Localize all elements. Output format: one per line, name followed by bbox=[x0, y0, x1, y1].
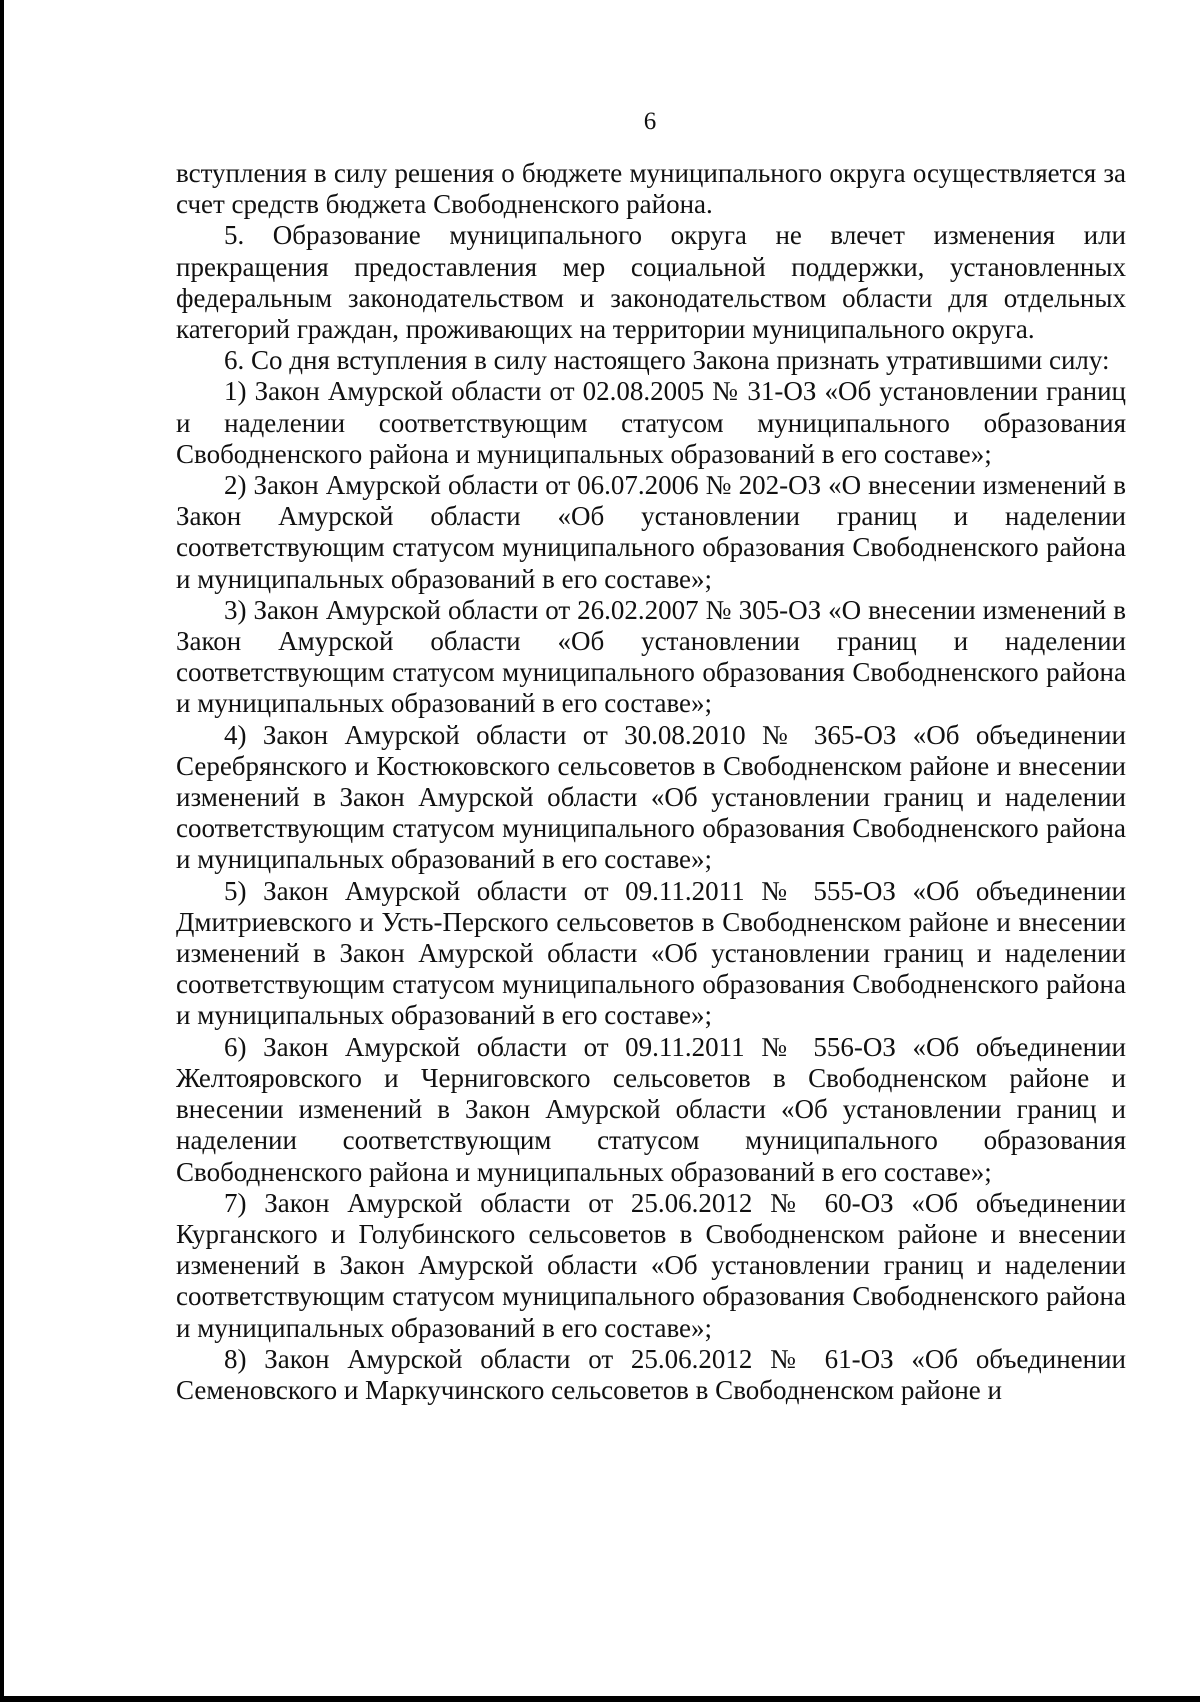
list-item-law-1: 1) Закон Амурской области от 02.08.2005 № 31-ОЗ «Об установлении границ и наделении соответствующим статусом муниципального образования Свободненского района и муниципальных образований в его составе»; bbox=[176, 376, 1126, 469]
list-item-law-6: 6) Закон Амурской области от 09.11.2011 № 556-ОЗ «Об объединении Желтояровского и Черниговского сельсоветов в Свободненском районе и внесении изменений в Закон Амурской области «Об установлении границ и наделении соответствующим статусом муниципального образования Свободненского района и муниципальных образований в его составе»; bbox=[176, 1031, 1126, 1187]
list-item-law-2: 2) Закон Амурской области от 06.07.2006 № 202-ОЗ «О внесении изменений в Закон Амурской области «Об установлении границ и наделении соответствующим статусом муниципального образования Свободненского района и муниципальных образований в его составе»; bbox=[176, 470, 1126, 594]
scan-border-left bbox=[0, 0, 4, 1702]
list-item-law-7: 7) Закон Амурской области от 25.06.2012 № 60-ОЗ «Об объединении Курганского и Голубинского сельсоветов в Свободненском районе и внесении изменений в Закон Амурской области «Об установлении границ и наделении соответствующим статусом муниципального образования Свободненского района и муниципальных образований в его составе»; bbox=[176, 1187, 1126, 1343]
list-item-law-3: 3) Закон Амурской области от 26.02.2007 № 305-ОЗ «О внесении изменений в Закон Амурской области «Об установлении границ и наделении соответствующим статусом муниципального образования Свободненского района и муниципальных образований в его составе»; bbox=[176, 594, 1126, 719]
list-item-law-8: 8) Закон Амурской области от 25.06.2012 № 61-ОЗ «Об объединении Семеновского и Маркучинского сельсоветов в Свободненском районе и bbox=[176, 1343, 1126, 1405]
page-number: 6 bbox=[643, 108, 657, 135]
paragraph-item-6: 6. Со дня вступления в силу настоящего Закона признать утратившими силу: bbox=[224, 345, 1110, 376]
paragraph-item-5: 5. Образование муниципального округа не влечет изменения или прекращения предоставления мер социальной поддержки, установленных федеральным законодательством и законодательством области для отдельных категорий граждан, проживающих на территории муниципального округа. bbox=[176, 220, 1126, 345]
document-body bbox=[176, 158, 1126, 1406]
paragraph-continuation: вступления в силу решения о бюджете муниципального округа осуществляется за счет средств бюджета Свободненского района. bbox=[176, 158, 1126, 220]
list-item-law-5: 5) Закон Амурской области от 09.11.2011 № 555-ОЗ «Об объединении Дмитриевского и Усть-Перского сельсоветов в Свободненском районе и внесении изменений в Закон Амурской области «Об установлении границ и наделении соответствующим статусом муниципального образования Свободненского района и муниципальных образований в его составе»; bbox=[176, 875, 1126, 1031]
list-item-law-4: 4) Закон Амурской области от 30.08.2010 № 365-ОЗ «Об объединении Серебрянского и Костюковского сельсоветов в Свободненском районе и внесении изменений в Закон Амурской области «Об установлении границ и наделении соответствующим статусом муниципального образования Свободненского района и муниципальных образований в его составе»; bbox=[176, 719, 1126, 875]
scan-border-bottom bbox=[0, 1696, 1200, 1702]
